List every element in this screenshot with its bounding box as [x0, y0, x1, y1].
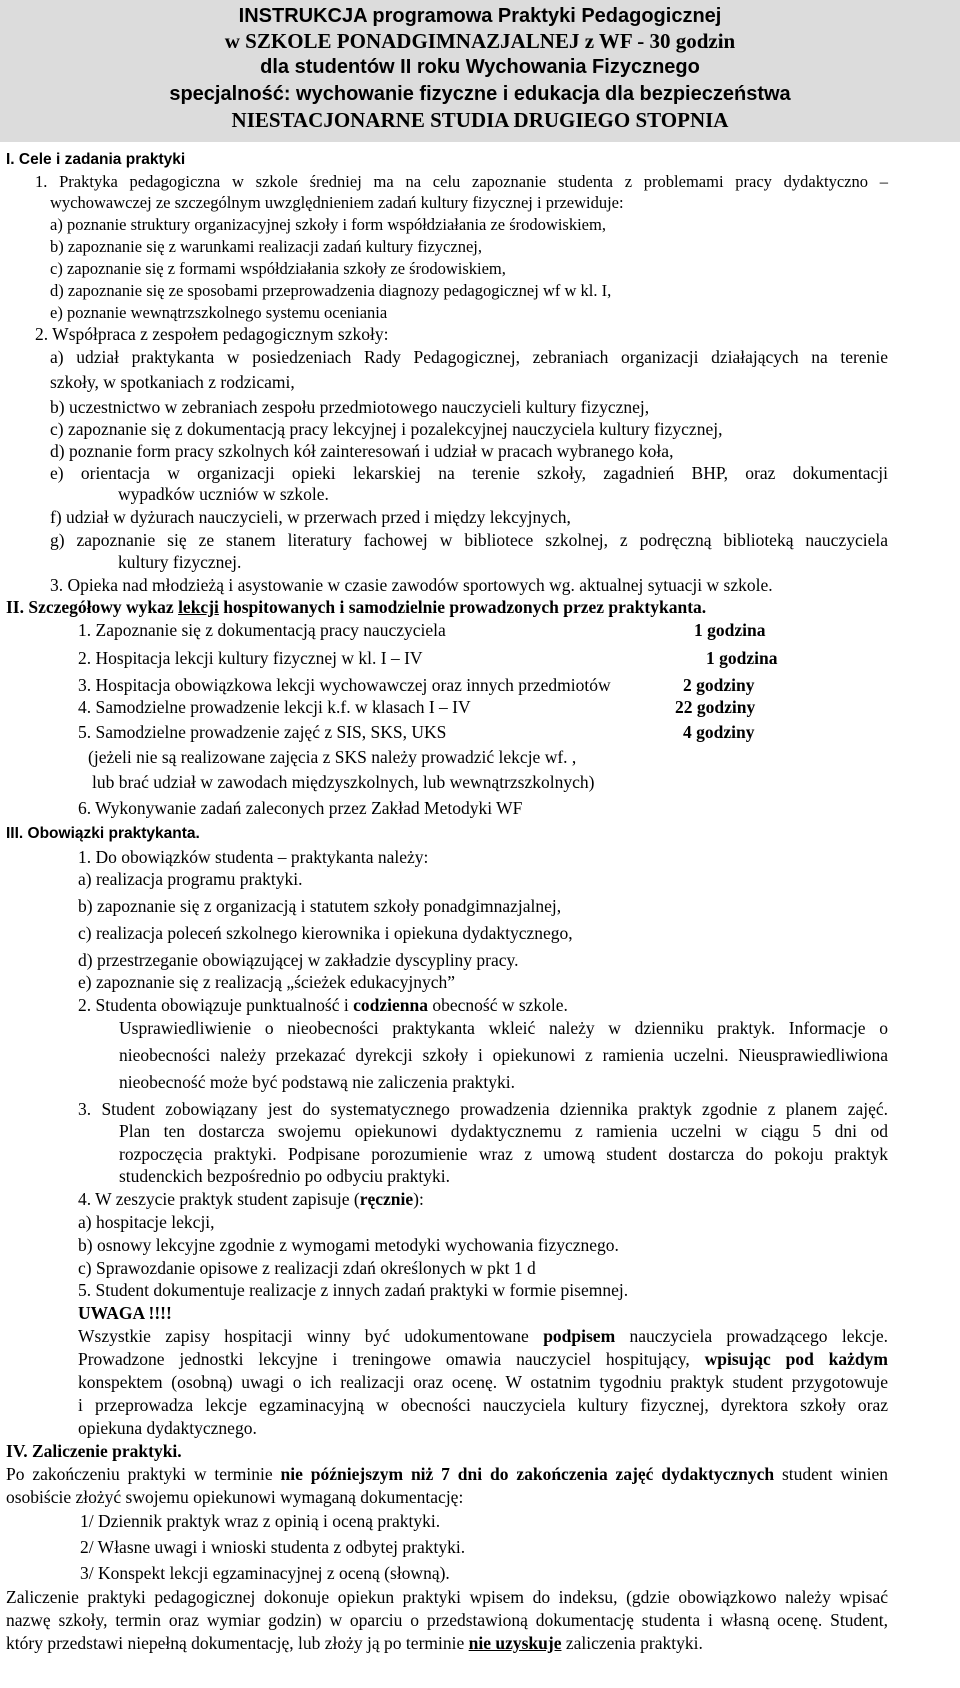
s1-2g-line-1: g) zapoznanie się ze stanem literatury fachowej w bibliotece szkolnej, z podręczną biblioteką nauczyciela	[50, 530, 888, 550]
s3-point-4-c: c) Sprawozdanie opisowe z realizacji zdań określonych w pkt 1 d	[78, 1258, 536, 1278]
warning-line-4: i przeprowadza lekcje egzaminacyjną w obecności nauczyciela kultury fizycznej, dyrektora szkoły oraz	[78, 1395, 888, 1415]
s2-note-line-2: lub brać udział w zawodach międzyszkolnych, lub wewnątrzszkolnych)	[92, 772, 595, 792]
s3-point-4-a: a) hospitacje lekcji,	[78, 1212, 215, 1232]
s1-item-e: e) poznanie wewnątrzszkolnego systemu oceniania	[50, 303, 388, 322]
header-line-studies: NIESTACJONARNE STUDIA DRUGIEGO STOPNIA	[231, 108, 729, 132]
s1-2e-line-1: e) orientacja w organizacji opieki lekarskiej na terenie szkoły, zagadnień BHP, oraz dokumentacji	[50, 463, 888, 483]
document-header	[0, 0, 960, 142]
s1-2a-line-1: a) udział praktykanta w posiedzeniach Rady Pedagogicznej, zebraniach organizacji działających na terenie	[50, 347, 888, 367]
header-line-specialty: specjalność: wychowanie fizyczne i edukacja dla bezpieczeństwa	[169, 83, 791, 105]
s4-line-1: Po zakończeniu praktyki w terminie nie późniejszym niż 7 dni do zakończenia zajęć dydaktycznych student winien	[6, 1464, 888, 1484]
s1-2d: d) poznanie form pracy szkolnych kół zainteresowań i udział w pracach wybranego koła,	[50, 441, 674, 461]
warning-line-3: konspektem (osobną) uwagi o ich realizacji oraz ocenę. W ostatnim tygodniu praktyk student przygotowuje	[78, 1372, 888, 1392]
s1-item-c: c) zapoznanie się z formami współdziałania szkoły ze środowiskiem,	[50, 259, 506, 278]
s1-2e-line-2: wypadków uczniów w szkole.	[118, 484, 329, 504]
warning-line-5: opiekuna dydaktycznego.	[78, 1418, 257, 1438]
s2-item-3-label: 3. Hospitacja obowiązkowa lekcji wychowawczej oraz innych przedmiotów	[78, 675, 611, 695]
s1-item-b: b) zapoznanie się z warunkami realizacji zadań kultury fizycznej,	[50, 237, 482, 256]
s2-item-1-hours: 1 godzina	[694, 620, 766, 640]
s3-point-3-line-1: 3. Student zobowiązany jest do systematycznego prowadzenia dziennika praktyk zgodnie z planem zajęć.	[78, 1099, 888, 1119]
section-3-heading: III. Obowiązki praktykanta.	[6, 825, 200, 842]
s3-point-2-line-1: 2. Studenta obowiązuje punktualność i codzienna obecność w szkole.	[78, 995, 568, 1015]
s1-item-d: d) zapoznanie się ze sposobami przeprowadzenia diagnozy pedagogicznej wf w kl. I,	[50, 281, 612, 300]
s3-item-d: d) przestrzeganie obowiązującej w zakładzie dyscypliny pracy.	[78, 950, 519, 970]
section-4-heading: IV. Zaliczenie praktyki.	[6, 1441, 182, 1461]
s3-point-3-line-2: Plan ten dostarcza swojemu opiekunowi dydaktycznemu z ramienia uczelni w ciągu 5 dni od	[119, 1121, 888, 1141]
header-line-students: dla studentów II roku Wychowania Fizycznego	[260, 56, 700, 78]
s3-item-a: a) realizacja programu praktyki.	[78, 869, 303, 889]
required-doc-2: 2/ Własne uwagi i wnioski studenta z odbytej praktyki.	[80, 1537, 466, 1557]
s1-point-1-line-2: wychowawczej ze szczególnym uwzględnieniem zadań kultury fizycznej i przewiduje:	[50, 193, 624, 212]
s4-line-2: osobiście złożyć swojemu opiekunowi wymaganą dokumentację:	[6, 1487, 464, 1507]
s4-final-line-3: który przedstawi niepełną dokumentację, lub złoży ją po terminie nie uzyskuje zaliczenia praktyki.	[6, 1633, 703, 1653]
s1-point-1-line-1: 1. Praktyka pedagogiczna w szkole średniej ma na celu zapoznanie studenta z problemami pracy dydaktyczno –	[35, 172, 888, 191]
s3-point-5: 5. Student dokumentuje realizacje z innych zadań praktyki w formie pisemnej.	[78, 1280, 629, 1300]
warning-heading: UWAGA !!!!	[78, 1303, 172, 1323]
s2-item-2-label: 2. Hospitacja lekcji kultury fizycznej w kl. I – IV	[78, 648, 423, 668]
s1-2g-line-2: kultury fizycznej.	[118, 552, 242, 572]
s1-2f: f) udział w dyżurach nauczycieli, w przerwach przed i między lekcyjnych,	[50, 507, 571, 527]
s3-point-3-line-4: studenckich bezpośrednio po odbyciu praktyki.	[119, 1166, 450, 1186]
s1-2c: c) zapoznanie się z dokumentacją pracy lekcyjnej i pozalekcyjnej nauczyciela kultury fizycznej,	[50, 419, 723, 439]
required-doc-3: 3/ Konspekt lekcji egzaminacyjnej z oceną (słowną).	[80, 1563, 450, 1583]
s2-item-6: 6. Wykonywanie zadań zaleconych przez Zakład Metodyki WF	[78, 798, 523, 818]
s2-item-5-label: 5. Samodzielne prowadzenie zajęć z SIS, SKS, UKS	[78, 722, 447, 742]
s2-item-1-label: 1. Zapoznanie się z dokumentacją pracy nauczyciela	[78, 620, 446, 640]
s3-point-4: 4. W zeszycie praktyk student zapisuje (ręcznie):	[78, 1189, 424, 1209]
s1-2b: b) uczestnictwo w zebraniach zespołu przedmiotowego nauczycieli kultury fizycznej,	[50, 397, 650, 417]
s3-point-2-line-3: nieobecności należy przekazać dyrekcji szkoły i opiekunowi z ramienia uczelni. Nieusprawiedliwiona	[119, 1045, 888, 1065]
s2-item-2-hours: 1 godzina	[706, 648, 778, 668]
s3-point-1: 1. Do obowiązków studenta – praktykanta należy:	[78, 847, 429, 867]
s1-2a-line-2: szkoły, w spotkaniach z rodzicami,	[50, 372, 295, 392]
s1-point-3: 3. Opieka nad młodzieżą i asystowanie w czasie zawodów sportowych wg. aktualnej sytuacji w szkole.	[50, 575, 773, 595]
header-title: INSTRUKCJA programowa Praktyki Pedagogicznej	[238, 5, 722, 27]
warning-line-1: Wszystkie zapisy hospitacji winny być udokumentowane podpisem nauczyciela prowadzącego lekcje.	[78, 1326, 888, 1346]
s4-final-line-2: nazwę szkoły, termin oraz wymiar godzin) w oparciu o przedstawioną dokumentację studenta i własną ocenę. Student,	[6, 1610, 888, 1630]
s2-item-5-hours: 4 godziny	[683, 722, 755, 742]
s3-point-3-line-3: rozpoczęcia praktyki. Podpisane porozumienie wraz z umową student dostarcza do pokoju praktyk	[119, 1144, 888, 1164]
s3-item-b: b) zapoznanie się z organizacją i statutem szkoły ponadgimnazjalnej,	[78, 896, 562, 916]
warning-line-2: Prowadzone jednostki lekcyjne i treningowe omawia nauczyciel hospitujący, wpisując pod każdym	[78, 1349, 888, 1369]
s2-item-4-label: 4. Samodzielne prowadzenie lekcji k.f. w klasach I – IV	[78, 697, 471, 717]
s3-point-2-line-4: nieobecność może być podstawą nie zaliczenia praktyki.	[119, 1072, 516, 1092]
section-1-heading: I. Cele i zadania praktyki	[6, 151, 186, 168]
s2-item-4-hours: 22 godziny	[675, 697, 756, 717]
s3-point-4-b: b) osnowy lekcyjne zgodnie z wymogami metodyki wychowania fizycznego.	[78, 1235, 619, 1255]
section-2-heading: II. Szczegółowy wykaz lekcji hospitowanych i samodzielnie prowadzonych przez praktykanta.	[6, 597, 707, 617]
s3-item-c: c) realizacja poleceń szkolnego kierownika i opiekuna dydaktycznego,	[78, 923, 573, 943]
s3-item-e: e) zapoznanie się z realizacją „ścieżek edukacyjnych”	[78, 972, 455, 992]
s3-point-2-line-2: Usprawiedliwienie o nieobecności praktykanta wkleić należy w dzienniku praktyk. Informacje o	[119, 1018, 888, 1038]
s1-point-2: 2. Współpraca z zespołem pedagogicznym szkoły:	[35, 324, 389, 344]
required-doc-1: 1/ Dziennik praktyk wraz z opinią i oceną praktyki.	[80, 1511, 441, 1531]
s2-note-line-1: (jeżeli nie są realizowane zajęcia z SKS należy prowadzić lekcje wf. ,	[88, 747, 577, 767]
header-line-school: w SZKOLE PONADGIMNAZJALNEJ z WF - 30 godzin	[224, 29, 736, 53]
s4-final-line-1: Zaliczenie praktyki pedagogicznej dokonuje opiekun praktyki wpisem do indeksu, (gdzie obowiązkowo należy wpisać	[6, 1587, 888, 1607]
s2-item-3-hours: 2 godziny	[683, 675, 755, 695]
s1-item-a: a) poznanie struktury organizacyjnej szkoły i form współdziałania ze środowiskiem,	[50, 215, 606, 234]
